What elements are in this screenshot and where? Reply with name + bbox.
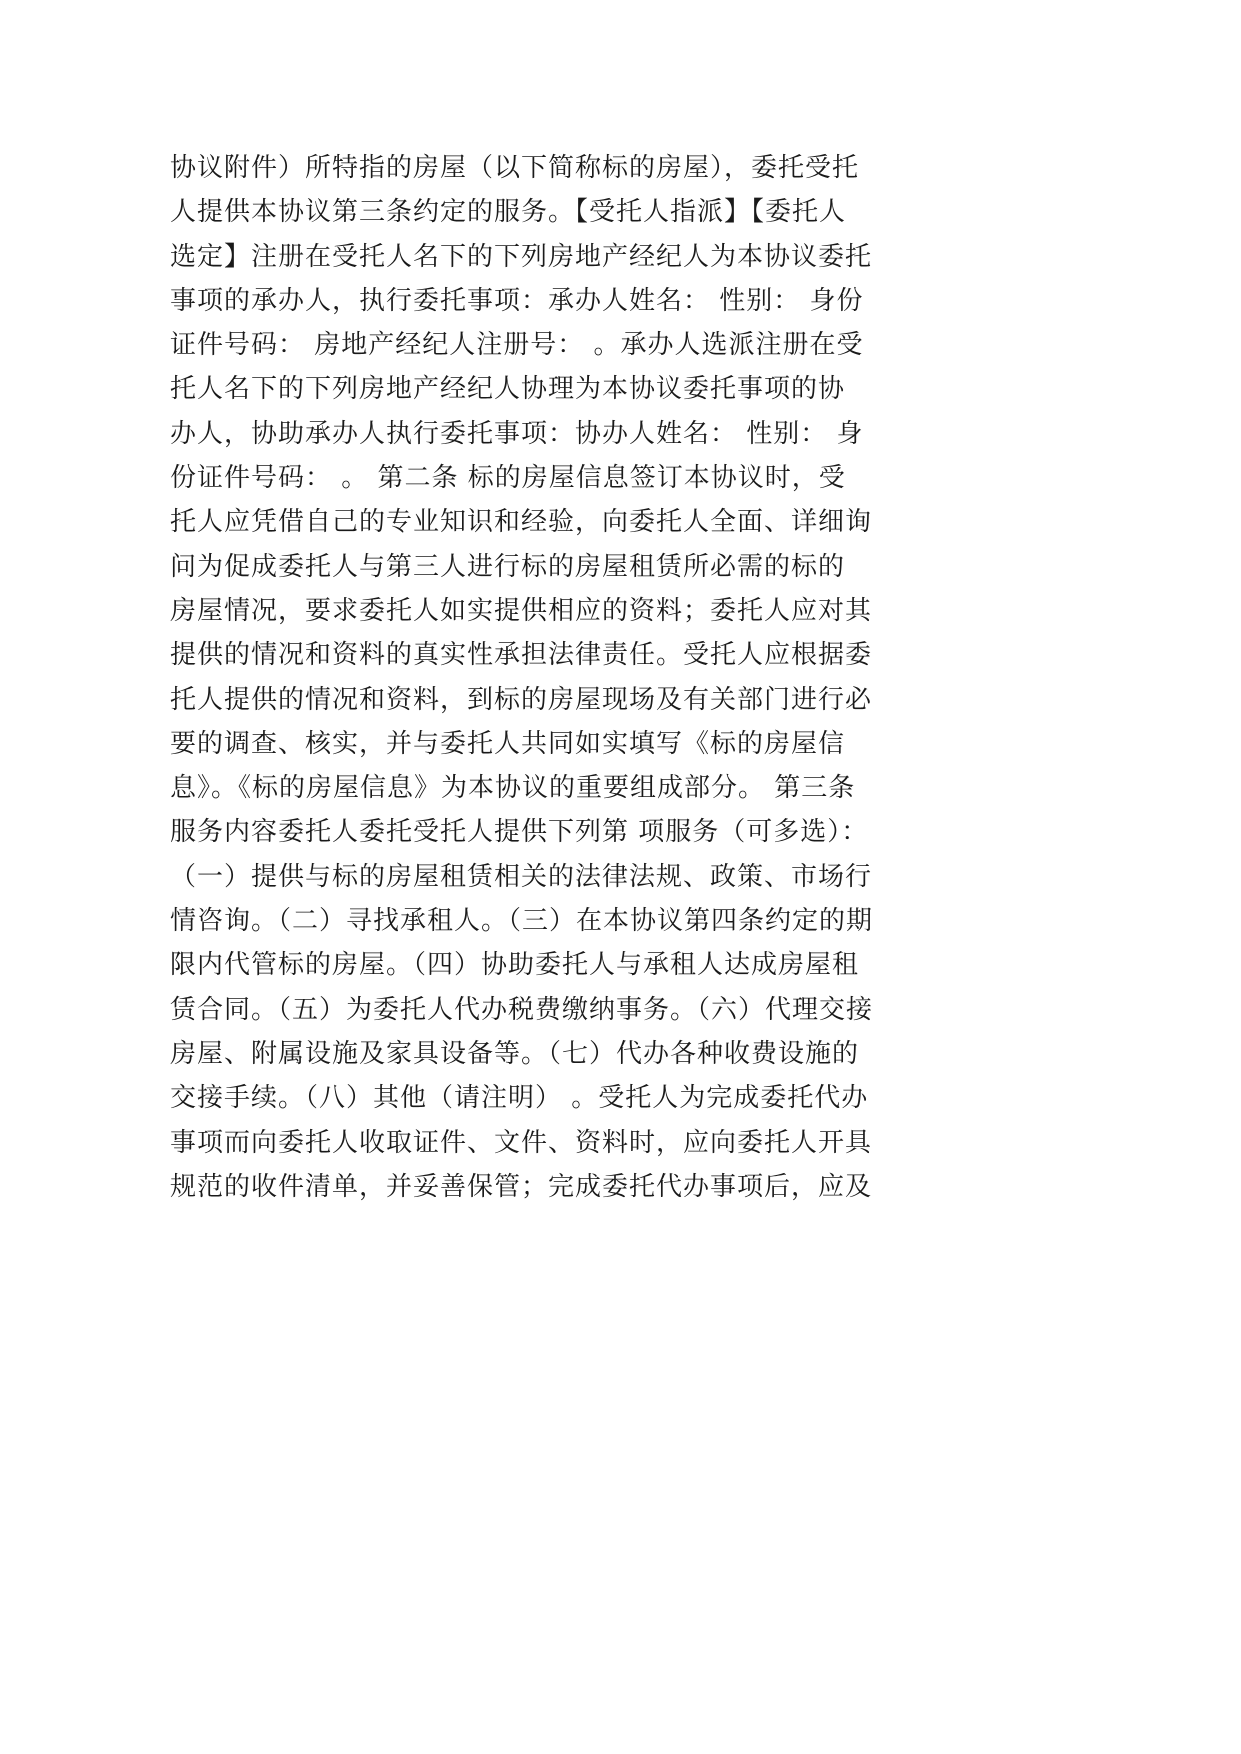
text-line-3: 选定】注册在受托人名下的下列房地产经纪人为本协议委托 bbox=[170, 241, 873, 272]
text-line-20: 赁合同。（五）为委托人代办税费缴纳事务。（六）代理交接 bbox=[170, 994, 874, 1025]
text-line-11: 房屋情况，要求委托人如实提供相应的资料；委托人应对其 bbox=[170, 595, 873, 626]
text-line-13: 托人提供的情况和资料，到标的房屋现场及有关部门进行必 bbox=[170, 684, 873, 715]
text-line-12: 提供的情况和资料的真实性承担法律责任。受托人应根据委 bbox=[170, 640, 873, 671]
text-line-17: （一）提供与标的房屋租赁相关的法律法规、政策、市场行 bbox=[170, 861, 873, 892]
text-line-23: 事项而向委托人收取证件、文件、资料时，应向委托人开具 bbox=[170, 1127, 873, 1158]
text-line-5: 证件号码： 房地产经纪人注册号： 。承办人选派注册在受 bbox=[170, 330, 864, 361]
agreement-body-text bbox=[170, 146, 950, 1209]
text-line-18: 情咨询。（二）寻找承租人。（三）在本协议第四条约定的期 bbox=[170, 906, 874, 937]
text-line-7: 办人，协助承办人执行委托事项：协办人姓名： 性别： 身 bbox=[170, 418, 864, 449]
text-line-10: 问为促成委托人与第三人进行标的房屋租赁所必需的标的 bbox=[170, 551, 846, 582]
text-line-8: 份证件号码： 。 第二条 标的房屋信息签订本协议时，受 bbox=[170, 463, 846, 494]
text-line-1: 协议附件）所特指的房屋（以下简称标的房屋），委托受托 bbox=[170, 153, 860, 183]
text-line-16: 服务内容委托人委托受托人提供下列第 项服务（可多选）： bbox=[170, 817, 869, 848]
text-line-14: 要的调查、核实，并与委托人共同如实填写《标的房屋信 bbox=[170, 728, 846, 759]
text-line-24: 规范的收件清单，并妥善保管；完成委托代办事项后，应及 bbox=[170, 1171, 873, 1202]
text-line-4: 事项的承办人，执行委托事项：承办人姓名： 性别： 身份 bbox=[170, 285, 864, 316]
text-line-6: 托人名下的下列房地产经纪人协理为本协议委托事项的协 bbox=[170, 374, 846, 405]
text-line-15: 息》。《标的房屋信息》为本协议的重要组成部分。 第三条 bbox=[170, 773, 856, 804]
text-line-21: 房屋、附属设施及家具设备等。（七）代办各种收费设施的 bbox=[170, 1038, 860, 1069]
text-line-9: 托人应凭借自己的专业知识和经验，向委托人全面、详细询 bbox=[170, 507, 873, 538]
text-line-2: 人提供本协议第三条约定的服务。【受托人指派】【委托人 bbox=[170, 197, 847, 228]
text-line-22: 交接手续。（八）其他（请注明） 。受托人为完成委托代办 bbox=[170, 1083, 869, 1114]
text-line-19: 限内代管标的房屋。（四）协助委托人与承租人达成房屋租 bbox=[170, 950, 860, 981]
